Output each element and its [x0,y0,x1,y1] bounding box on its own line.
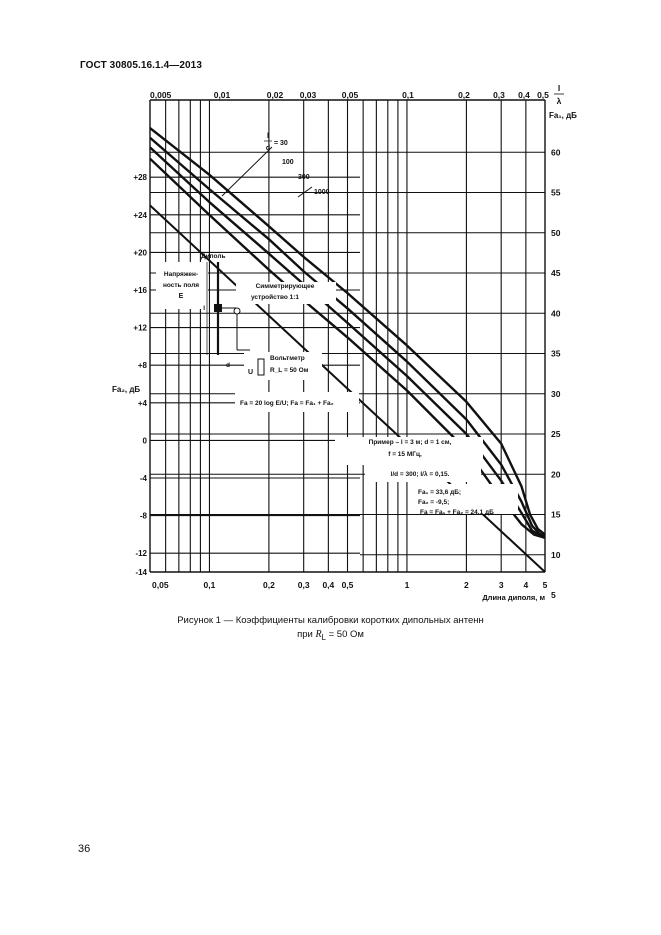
bottom-axis-tick-label: 4 [523,580,529,590]
top-axis-tick-label: 0,3 [493,90,505,100]
right-axis-tick-label: 35 [551,348,561,359]
right-axis-tick-label: 30 [551,388,561,399]
top-axis-tick-label: 0,4 [518,90,530,100]
ratio-label-100: 100 [282,159,294,166]
balun-label-2: устройство 1:1 [250,294,300,301]
example-line-6: Fa = Fa₁ + Fa₂ = 24,1 дБ [420,509,494,516]
left-axis-tick-label: +4 [137,398,147,408]
right-axis-tick-label: 25 [551,429,561,439]
right-axis-tick-label: 60 [551,147,561,158]
top-axis-tick-label: 0,1 [402,90,414,100]
dipole-length-symbol: l [203,305,205,312]
left-axis-tick-label: -4 [139,474,147,483]
caption-subscript: L [321,632,326,642]
page-number: 36 [78,843,91,855]
bottom-axis-tick-label: 0,4 [322,580,335,590]
bottom-axis-tick-label: 0,3 [297,580,310,590]
ratio-label-300: 300 [298,174,310,181]
top-axis-label-numerator: l [557,83,561,93]
ratio-label-l: l [267,133,269,140]
right-axis-tick-label: 40 [551,308,561,319]
ratio-label-d: d [265,145,271,152]
voltmeter-resistor [258,359,264,375]
bottom-axis-tick-label: 0,05 [152,580,169,590]
balun-label-1: Симметрирующее [255,283,315,290]
field-strength-label-3: E [178,293,184,300]
example-line-2: f = 15 МГц, [388,451,422,458]
caption-suffix: = 50 Ом [325,629,364,640]
left-axis-tick-label: +16 [133,286,147,295]
left-axis-tick-label: +20 [133,248,147,258]
voltage-symbol: U [248,369,254,376]
left-axis-tick-label: -8 [139,511,147,521]
example-line-3: l/d = 300; l/λ = 0,15. [390,471,450,478]
bottom-axis-title: Длина диполя, м [482,593,545,602]
voltmeter-label-1: Вольтметр [270,355,305,362]
left-axis-tick-label: +28 [133,173,147,183]
figure-caption-line-1: Рисунок 1 — Коэффициенты калибровки коротких дипольных антенн [177,615,484,626]
right-axis-tick-label: 45 [551,268,561,278]
dipole-label: Диполь [201,253,226,260]
right-axis-tick-label: 20 [551,469,561,480]
caption-variable: R [315,629,322,640]
dipole-diameter-symbol: d [226,362,230,369]
example-line-1: Пример – l = 3 м; d = 1 см, [368,439,452,446]
formula-label: Fa = 20 log E/U; Fa = Fa₁ + Fa₂ [240,400,334,407]
ratio-marker-line [222,147,272,196]
field-strength-label-2: ность поля [162,282,200,289]
left-axis-tick-label: +8 [137,361,147,371]
top-axis-label-denominator: λ [556,96,562,106]
bottom-axis-tick-label: 0,1 [203,580,216,590]
left-axis-tick-label: +24 [133,210,147,220]
bottom-axis-tick-label: 0,5 [341,580,354,590]
voltmeter-label-2: R_L = 50 Ом [270,367,309,374]
example-line-4: Fa₁ = 33,6 дБ; [418,489,462,496]
right-axis-title: Fa₁, дБ [549,111,577,120]
top-axis-tick-label: 0,03 [299,90,317,100]
top-axis-tick-label: 0,005 [150,90,172,100]
top-axis-tick-label: 0,05 [341,90,359,100]
bottom-axis-tick-label: 1 [404,580,410,590]
balun-symbol [234,308,240,314]
top-axis-tick-label: 0,2 [458,90,470,100]
document-header: ГОСТ 30805.16.1.4—2013 [80,60,203,71]
right-axis-tick-label: 5 [551,590,556,600]
bottom-axis-tick-label: 0,2 [262,580,275,590]
bottom-axis-tick-label: 2 [464,580,469,590]
left-axis-tick-label: +12 [133,323,147,333]
left-axis-tick-label: -14 [135,568,147,577]
left-axis-tick-label: 0 [142,436,147,446]
example-line-5: Fa₂ = -9,5; [418,499,450,506]
caption-prefix: при [297,629,316,640]
right-axis-tick-label: 10 [551,549,561,560]
bottom-axis-tick-label: 3 [498,580,504,590]
figure-caption-line-2 [0,629,661,642]
ratio-label-30: = 30 [274,140,288,147]
top-axis-tick-label: 0,01 [213,90,231,100]
right-axis-tick-label: 55 [551,187,561,198]
field-strength-label-1: Напряжен- [163,271,199,278]
top-axis-tick-label: 0,5 [537,90,549,100]
bottom-axis-tick-label: 5 [542,580,548,590]
right-axis-tick-label: 50 [551,227,561,238]
left-axis-title: Fa₂, дБ [112,385,141,394]
top-axis-tick-label: 0,02 [266,90,284,100]
left-axis-tick-label: -12 [135,549,147,559]
dipole-feed [214,304,222,312]
ratio-label-1000: 1000 [314,189,330,196]
right-axis-tick-label: 15 [551,509,561,520]
